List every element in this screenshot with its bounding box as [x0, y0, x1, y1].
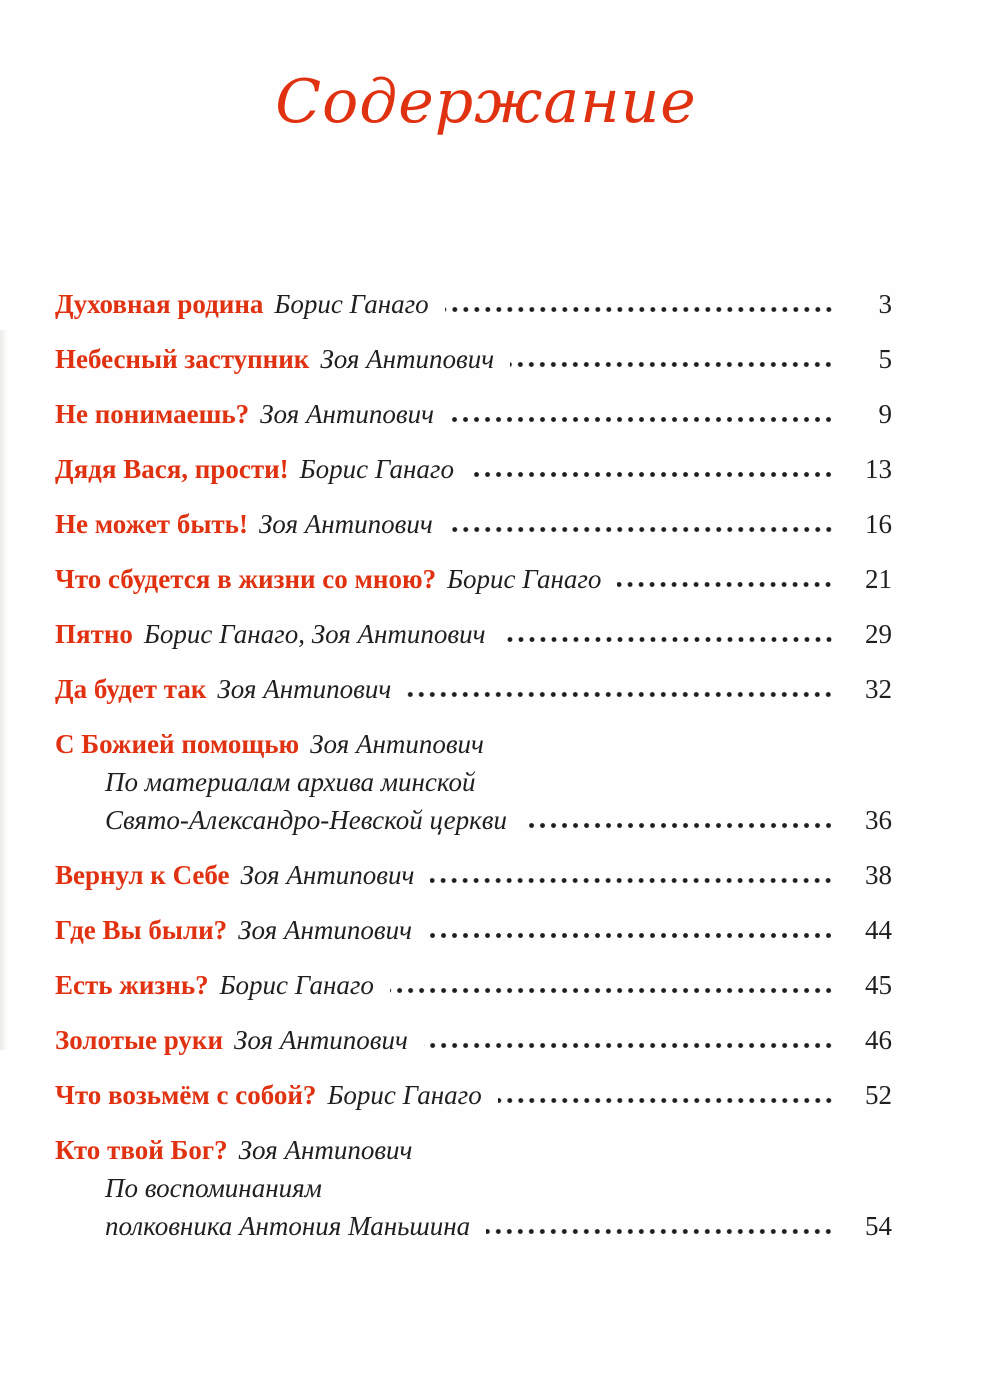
entry-main-line [55, 969, 892, 1001]
entry-note-line [55, 1172, 892, 1204]
entry-main-line [55, 1024, 892, 1056]
entry-main-line [55, 453, 892, 485]
entry-page-number: 21 [865, 564, 892, 594]
toc-list [0, 288, 1000, 1242]
entry-author: Борис Ганаго [274, 289, 429, 319]
toc-entry [55, 398, 892, 430]
dotted-leader [510, 361, 834, 368]
entry-page-number: 45 [865, 970, 892, 1000]
entry-note-line [55, 804, 892, 836]
entry-main-line [55, 618, 892, 650]
toc-entry [55, 618, 892, 650]
entry-page-number: 13 [865, 454, 892, 484]
entry-page-number: 29 [865, 619, 892, 649]
entry-main-line [55, 508, 892, 540]
toc-entry [55, 859, 892, 891]
entry-main-line [55, 673, 892, 705]
entry-title: Духовная родина [55, 289, 264, 319]
page-title: Содержание [275, 67, 697, 137]
entry-title: Золотые руки [55, 1025, 224, 1055]
entry-main-line [55, 859, 892, 891]
entry-title: Что сбудется в жизни со мною? [55, 564, 437, 594]
entry-main-line [55, 563, 892, 595]
dotted-leader [445, 306, 834, 313]
entry-title: Небесный заступник [55, 344, 310, 374]
entry-title: Да будет так [55, 674, 207, 704]
entry-page-number: 32 [865, 674, 892, 704]
toc-entry [55, 673, 892, 705]
entry-main-line [55, 1134, 892, 1166]
entry-author: Зоя Антипович [310, 729, 484, 759]
dotted-leader [486, 1228, 834, 1235]
dotted-leader [424, 1042, 834, 1049]
dotted-leader [617, 581, 834, 588]
entry-page-number: 36 [865, 805, 892, 835]
dotted-leader [430, 877, 834, 884]
entry-note-line [55, 766, 892, 798]
entry-main-line [55, 288, 892, 320]
dotted-leader [470, 471, 834, 478]
dotted-leader [523, 822, 834, 829]
entry-page-number: 3 [878, 289, 892, 319]
entry-page-number: 46 [865, 1025, 892, 1055]
entry-note-text: По материалам архива минской [105, 767, 476, 797]
toc-entry [55, 508, 892, 540]
entry-note-line [55, 1210, 892, 1242]
dotted-leader [390, 987, 834, 994]
entry-author: Зоя Антипович [238, 1135, 413, 1165]
entry-author: Зоя Антипович [238, 915, 412, 945]
entry-author: Борис Ганаго [299, 454, 454, 484]
toc-entry [55, 453, 892, 485]
dotted-leader [449, 526, 834, 533]
toc-entry [55, 969, 892, 1001]
entry-author: Зоя Антипович [234, 1025, 408, 1055]
toc-entry [55, 1024, 892, 1056]
entry-page-number: 16 [865, 509, 892, 539]
entry-title: Пятно [55, 619, 133, 649]
entry-title: С Божией помощью [55, 729, 300, 759]
entry-note-text: По воспоминаниям [105, 1173, 322, 1203]
entry-main-line [55, 398, 892, 430]
entry-main-line [55, 1079, 892, 1111]
entry-main-line [55, 914, 892, 946]
entry-title: Кто твой Бог? [55, 1135, 228, 1165]
entry-title: Что возьмём с собой? [55, 1080, 317, 1110]
entry-author: Зоя Антипович [258, 509, 433, 539]
toc-entry [55, 343, 892, 375]
dotted-leader [502, 636, 834, 643]
dotted-leader [407, 691, 834, 698]
entry-page-number: 52 [865, 1080, 892, 1110]
toc-entry [55, 914, 892, 946]
entry-title: Не понимаешь? [55, 399, 250, 429]
entry-page-number: 5 [878, 344, 892, 374]
dotted-leader [498, 1097, 834, 1104]
toc-entry [55, 288, 892, 320]
entry-title: Где Вы были? [55, 915, 228, 945]
entry-title: Не может быть! [55, 509, 248, 539]
entry-page-number: 38 [865, 860, 892, 890]
entry-main-line [55, 343, 892, 375]
entry-author: Зоя Антипович [240, 860, 415, 890]
entry-note-text: полковника Антония Маньшина [105, 1211, 471, 1241]
entry-author: Борис Ганаго, Зоя Антипович [143, 619, 486, 649]
entry-author: Зоя Антипович [320, 344, 495, 374]
entry-page-number: 54 [865, 1211, 892, 1241]
entry-page-number: 9 [878, 399, 892, 429]
toc-entry [55, 1079, 892, 1111]
entry-title: Есть жизнь? [55, 970, 209, 1000]
entry-note-text: Свято-Александро-Невской церкви [105, 805, 507, 835]
toc-entry [55, 563, 892, 595]
entry-author: Борис Ганаго [219, 970, 374, 1000]
toc-entry [55, 1134, 892, 1242]
entry-title: Вернул к Себе [55, 860, 230, 890]
dotted-leader [428, 932, 834, 939]
entry-author: Борис Ганаго [327, 1080, 482, 1110]
entry-title: Дядя Вася, прости! [55, 454, 289, 484]
toc-entry [55, 728, 892, 836]
entry-author: Борис Ганаго [447, 564, 602, 594]
entry-author: Зоя Антипович [260, 399, 434, 429]
entry-author: Зоя Антипович [217, 674, 392, 704]
entry-page-number: 44 [865, 915, 892, 945]
entry-main-line [55, 728, 892, 760]
dotted-leader [450, 416, 834, 423]
